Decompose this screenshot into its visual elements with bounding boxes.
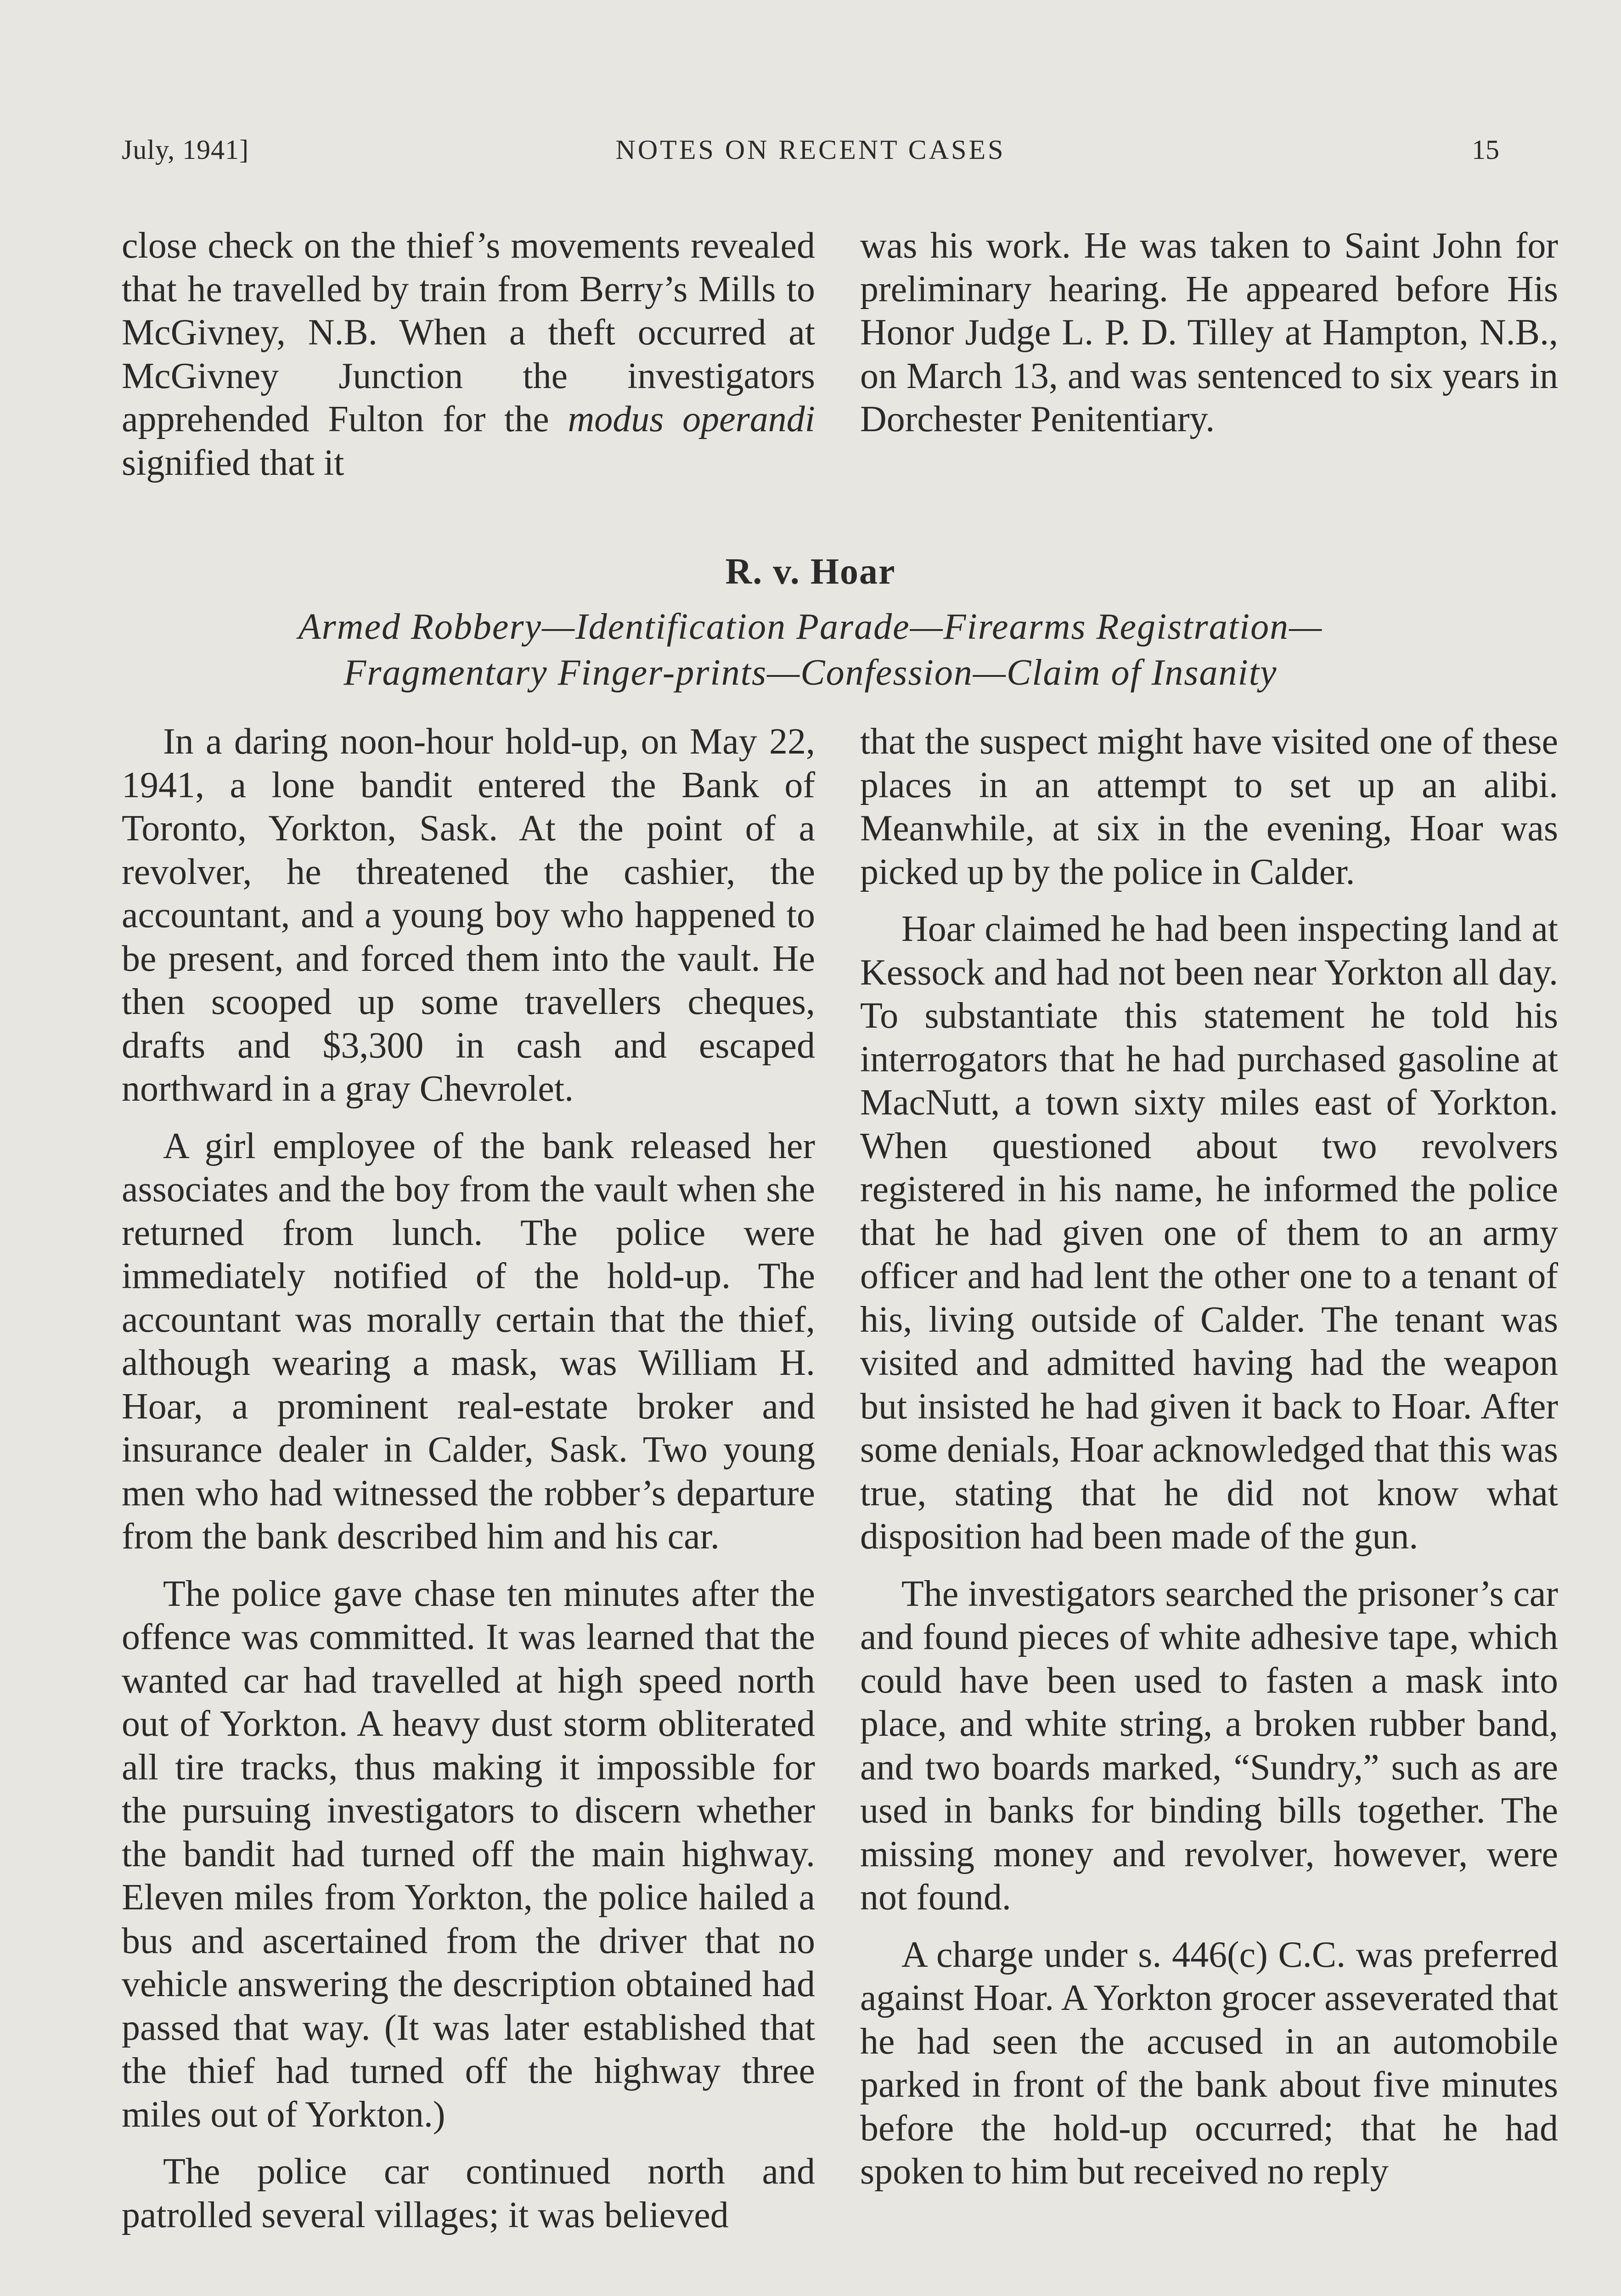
top-right-column [860, 224, 1558, 441]
paragraph: A girl employee of the bank released her associates and the boy from the vault when she returned from lunch. The police were immediately notified of the hold-up. The accountant was morally certain that the thief, although wearing a mask, was William H. Hoar, a prominent real-estate broker and insurance dealer in Calder, Sask. Two young men who had witnessed the robber’s departure from the bank described him and his car. [122, 1125, 815, 1557]
running-header [122, 134, 1499, 175]
case-subtitle-line-1: Armed Robbery—Identification Parade—Firearms Registration— [298, 607, 1323, 647]
top-left-text: close check on the thief’s movements revealed that he travelled by train from Berry’s Mills to McGivney, N.B. When a theft occurred at McGivney Junction the investigators apprehended Fulton for the [122, 225, 815, 439]
top-left-paragraph [122, 224, 815, 484]
case-subtitle-line-2: Fragmentary Finger-prints—Confession—Claim of Insanity [343, 653, 1278, 693]
body-left-column [122, 720, 815, 2237]
paragraph: The police gave chase ten minutes after the offence was committed. It was learned that the wanted car had travelled at high speed north out of Yorkton. A heavy dust storm obliterated all tire tracks, thus making it impossible for the pursuing investigators to discern whether the bandit had turned off the main highway. Eleven miles from Yorkton, the police hailed a bus and ascertained from the driver that no vehicle answering the description obtained had passed that way. (It was later established that the thief had turned off the highway three miles out of Yorkton.) [122, 1573, 815, 2135]
paragraph: A charge under s. 446(c) C.C. was preferred against Hoar. A Yorkton grocer asseverated that he had seen the accused in an automobile parked in front of the bank about five minutes before the hold-up occurred; that he had spoken to him but received no reply [860, 1934, 1558, 2192]
top-right-paragraph: was his work. He was taken to Saint John for preliminary hearing. He appeared before His Honor Judge L. P. D. Tilley at Hampton, N.B., on March 13, and was sentenced to six years in Dorchester Penitentiary. [860, 225, 1558, 439]
header-date: July, 1941] [122, 135, 249, 165]
page-number: 15 [1472, 135, 1499, 165]
case-title: R. v. Hoar [725, 551, 896, 592]
top-left-italic: modus operandi [568, 399, 815, 439]
paragraph: The police car continued north and patrolled several villages; it was believed [122, 2151, 815, 2235]
paragraph: The investigators searched the prisoner’s car and found pieces of white adhesive tape, which could have been used to fasten a mask into place, and white string, a broken rubber band, and two boards marked, “Sundry,” such as are used in banks for binding bills together. The missing money and revolver, however, were not found. [860, 1573, 1558, 1918]
paragraph: that the suspect might have visited one of these places in an attempt to set up an alibi. Meanwhile, at six in the evening, Hoar was picked up by the police in Calder. [860, 721, 1558, 892]
top-left-text-end: signified that it [122, 442, 344, 483]
top-left-column [122, 224, 815, 484]
paragraph: In a daring noon-hour hold-up, on May 22, 1941, a lone bandit entered the Bank of Toronto, Yorkton, Sask. At the point of a revolver, he threatened the cashier, the accountant, and a young boy who happened to be present, and forced them into the vault. He then scooped up some travellers cheques, drafts and $3,300 in cash and escaped northward in a gray Chevrolet. [122, 721, 815, 1109]
body-right-column [860, 720, 1558, 2194]
paragraph: Hoar claimed he had been inspecting land at Kessock and had not been near Yorkton all day. To substantiate this statement he told his interrogators that he had purchased gasoline at MacNutt, a town sixty miles east of Yorkton. When questioned about two revolvers registered in his name, he informed the police that he had given one of them to an army officer and had lent the other one to a tenant of his, living outside of Calder. The tenant was visited and admitted having had the weapon but insisted he had given it back to Hoar. After some denials, Hoar acknowledged that this was true, stating that he did not know what disposition had been made of the gun. [860, 909, 1558, 1557]
header-title: NOTES ON RECENT CASES [615, 135, 1006, 165]
